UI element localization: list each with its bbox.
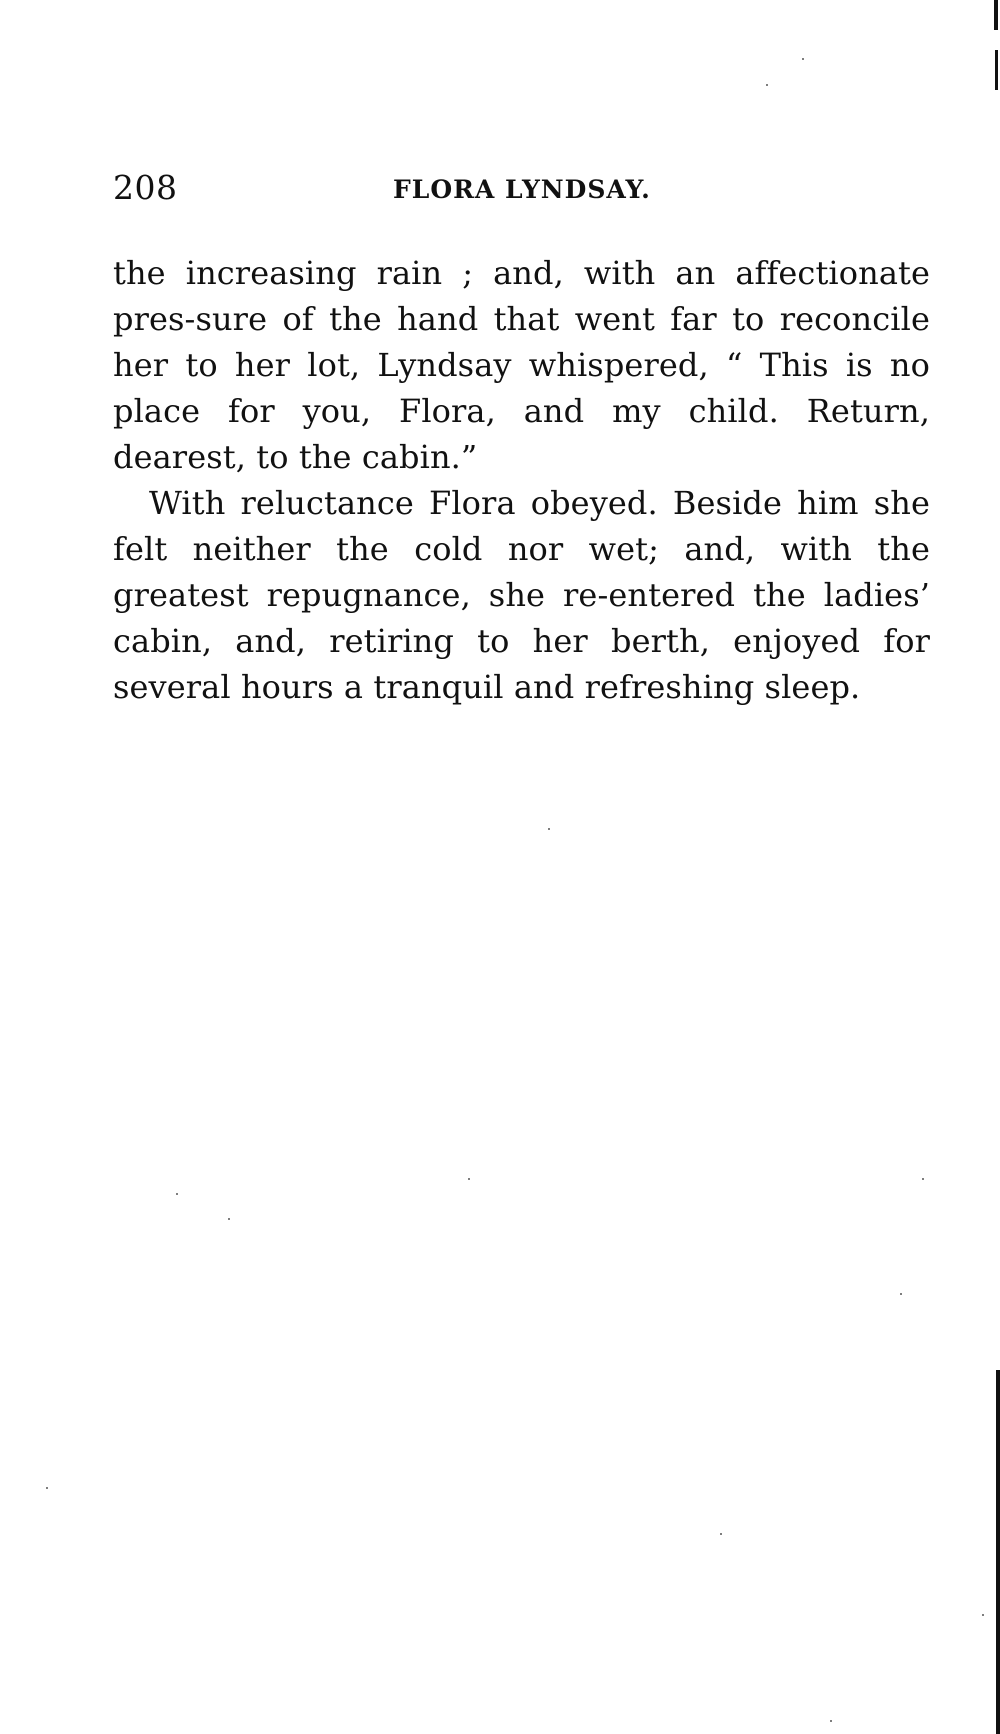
body-text: [113, 250, 930, 710]
scan-speck: [982, 1614, 984, 1616]
scan-edge-mark: [994, 0, 998, 30]
scan-speck: [922, 1178, 924, 1180]
paragraph-1: the increasing rain ; and, with an affectionate pres-sure of the hand that went far to reconcile her to her lot, Lyndsay whispered, “ This is no place for you, Flora, and my child. Return, dearest, to the cabin.”: [113, 254, 930, 476]
running-head: [113, 168, 923, 212]
page-number: 208: [113, 168, 178, 207]
paragraph-2: With reluctance Flora obeyed. Beside him she felt neither the cold nor wet; and, with the greatest repugnance, she re-entered the ladies’ cabin, and, retiring to her berth, enjoyed for several hours a tranquil and refreshing sleep.: [113, 484, 930, 706]
scan-speck: [548, 828, 550, 830]
scan-speck: [766, 84, 768, 86]
scan-speck: [720, 1533, 722, 1535]
scan-speck: [900, 1293, 902, 1295]
scan-speck: [176, 1193, 178, 1195]
scan-edge-mark: [996, 1370, 1000, 1734]
scan-speck: [802, 58, 804, 60]
running-title: FLORA LYNDSAY.: [393, 175, 651, 204]
scan-edge-mark: [995, 50, 998, 90]
scan-speck: [46, 1487, 48, 1489]
scan-speck: [468, 1178, 470, 1180]
scan-speck: [830, 1720, 832, 1722]
scan-speck: [228, 1218, 230, 1220]
